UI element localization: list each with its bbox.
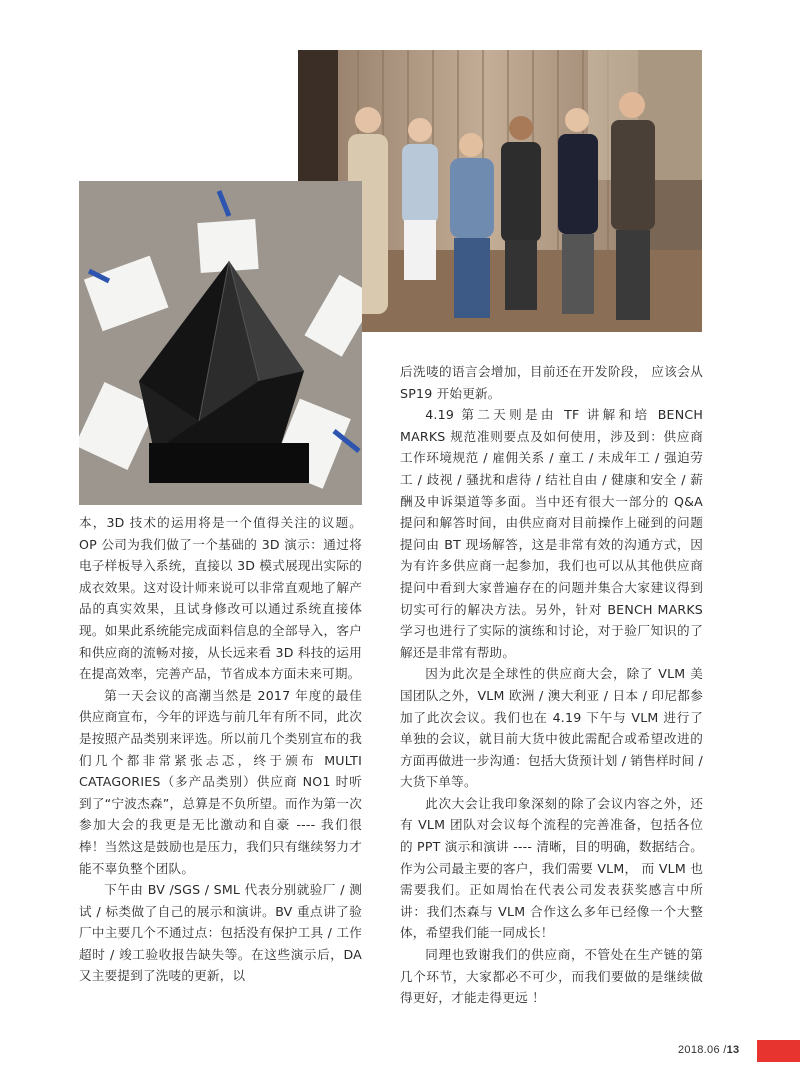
right-paragraph-1: 后洗唛的语言会增加，目前还在开发阶段， 应该会从 SP19 开始更新。 (400, 364, 703, 401)
right-text-column (400, 361, 703, 1009)
footer-issue: 2018.06 /13 (678, 1044, 740, 1056)
right-paragraph-3: 因为此次是全球性的供应商大会，除了 VLM 美国团队之外，VLM 欧洲 / 澳大利亚 / 日本 / 印尼都参加了此次会议。我们也在 4.19 下午与 VLM 进行了单独的会议，就目前大货中彼此需配合或希望改进的方面再做进一步沟通：包括大货预计划 / 销售样时间 / 大货下单等。 (400, 666, 703, 790)
left-paragraph-1: 本，3D 技术的运用将是一个值得关注的议题。OP 公司为我们做了一个基础的 3D 演示：通过将电子样板导入系统，直接以 3D 模式展现出实际的成衣效果。这对设计师来说可以非常直观地了解产品的真实效果，且试身修改可以通过系统直接体现。如果此系统能完成面料信息的全部导入，客户和供应商的流畅对接，从长远来看 3D 科技的运用在提高效率，完善产品，节省成本方面未来可期。 (79, 515, 362, 682)
footer-accent-block (757, 1040, 800, 1062)
left-paragraph-2: 第一天会议的高潮当然是 2017 年度的最佳供应商宣布，今年的评选与前几年有所不同，此次是按照产品类别来评选。所以前几个类别宣布的我们几个都非常紧张忐忑，终于颁布 MULTI CATAGORIES（多产品类别）供应商 NO1 时听到了“宁波杰森”，总算是不负所望。而作为第一次参加大会的我更是无比激动和自豪 ---- 我们很棒！当然这是鼓励也是压力，我们只有继续努力才能不辜负整个团队。 (79, 687, 362, 876)
right-paragraph-4: 此次大会让我印象深刻的除了会议内容之外，还有 VLM 团队对会议每个流程的完善准备，包括各位的 PPT 演示和演讲 ---- 清晰，目的明确，数据结合。作为公司最主要的客户，我们需要 VLM， 而 VLM 也需要我们。正如周怡在代表公司发表获奖感言中所讲：我们杰森与 VLM 合作这么多年已经像一个大整体，希望我们能一同成长！ (400, 795, 703, 941)
trophy-photo-illustration (79, 181, 362, 505)
footer-date: 2018.06 (678, 1044, 720, 1056)
left-text-column (79, 512, 362, 987)
right-paragraph-2: 4.19 第二天则是由 TF 讲解和培 BENCH MARKS 规范准则要点及如何使用，涉及到：供应商工作环境规范 / 雇佣关系 / 童工 / 未成年工 / 强迫劳工 / 歧视 / 骚扰和虐待 / 结社自由 / 健康和安全 / 薪酬及申诉渠道等多面。当中还有很大一部分的 Q&A 提问和解答时间，由供应商对目前操作上碰到的问题提问由 BT 现场解答，这是非常有效的沟通方式，因为有许多供应商一起参加，我们也可以从其他供应商提问中看到大家普遍存在的问题并集合大家建议得到切实可行的解决方法。另外，针对 BENCH MARKS 学习也进行了实际的演练和讨论，对于验厂知识的了解还是非常有帮助。 (400, 407, 703, 660)
trophy-photo (79, 181, 362, 505)
page-number: 13 (726, 1044, 740, 1056)
right-paragraph-5: 同理也致谢我们的供应商，不管处在生产链的第几个环节，大家都必不可少，而我们要做的是继续做得更好，才能走得更远 ！ (400, 947, 703, 1006)
left-paragraph-3: 下午由 BV /SGS / SML 代表分别就验厂 / 测试 / 标类做了自己的展示和演讲。BV 重点讲了验厂中主要几个不通过点：包括没有保护工具 / 工作超时 / 竣工验收报告缺失等。在这些演示后，DA 又主要提到了洗唛的更新，以 (79, 882, 362, 984)
